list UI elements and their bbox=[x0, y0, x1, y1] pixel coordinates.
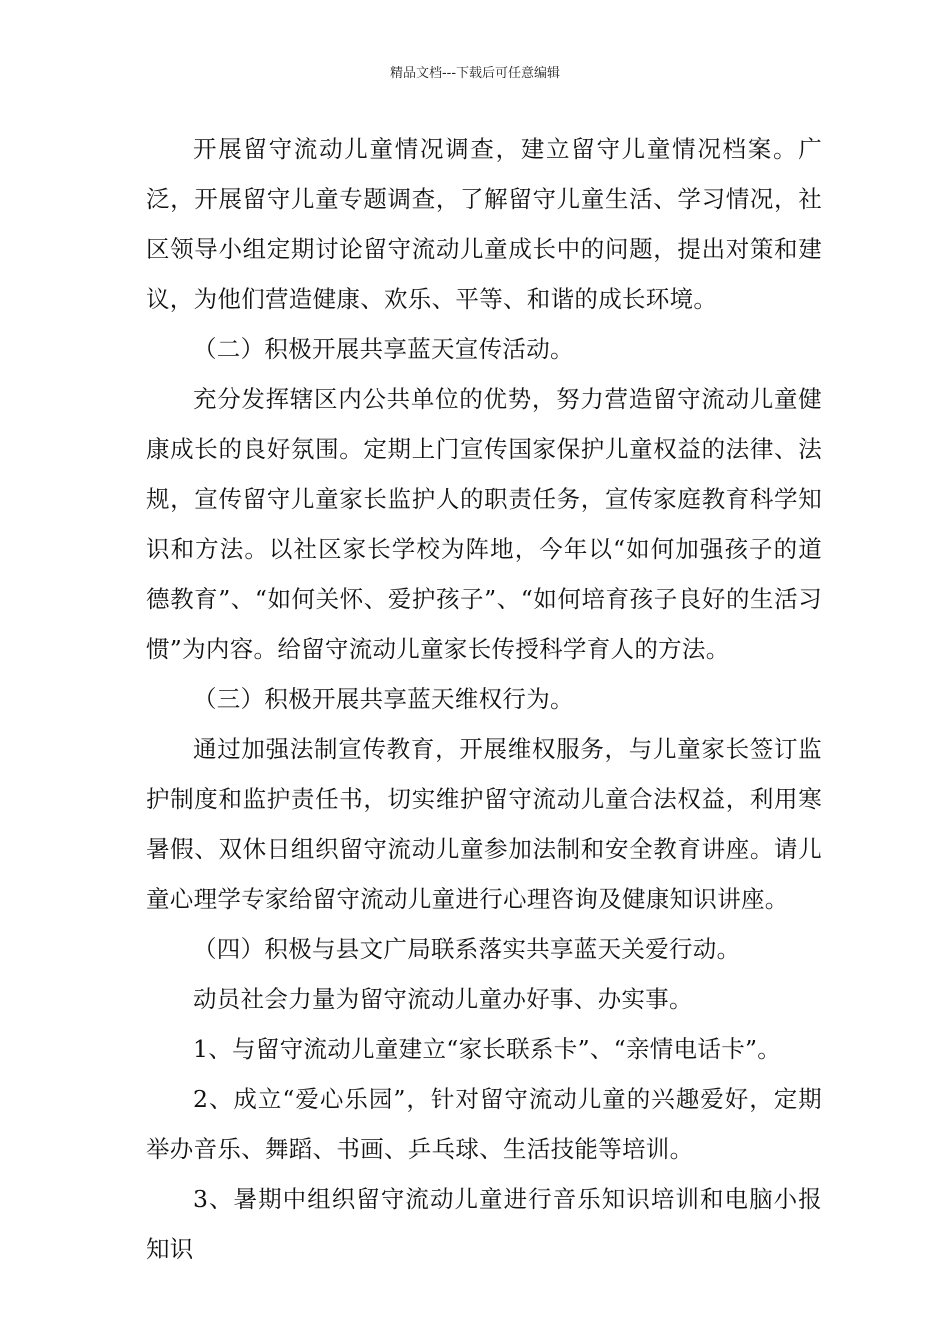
paragraph-2-heading: （二）积极开展共享蓝天宣传活动。 bbox=[193, 335, 574, 363]
list-item-3: 3、暑期中组织留守流动儿童进行音乐知识培训和电脑小报知识 bbox=[146, 1185, 822, 1263]
paragraph-1: 开展留守流动儿童情况调查，建立留守儿童情况档案。广泛，开展留守儿童专题调查，了解留守儿童生活、学习情况，社区领导小组定期讨论留守流动儿童成长中的问题，提出对策和建议，为他们营造健康、欢乐、平等、和谐的成长环境。 bbox=[146, 135, 822, 313]
list-item-2: 2、成立“爱心乐园”，针对留守流动儿童的兴趣爱好，定期举办音乐、舞蹈、书画、乒乓球、生活技能等培训。 bbox=[146, 1085, 822, 1163]
document-body bbox=[146, 124, 822, 1274]
list-item-1: 1、与留守流动儿童建立“家长联系卡”、“亲情电话卡”。 bbox=[193, 1035, 782, 1063]
paragraph-5: 通过加强法制宣传教育，开展维权服务，与儿童家长签订监护制度和监护责任书，切实维护留守流动儿童合法权益，利用寒暑假、双休日组织留守流动儿童参加法制和安全教育讲座。请儿童心理学专家给留守流动儿童进行心理咨询及健康知识讲座。 bbox=[146, 735, 822, 913]
page-header-note: 精品文档---下载后可任意编辑 bbox=[389, 66, 561, 81]
paragraph-7: 动员社会力量为留守流动儿童办好事、办实事。 bbox=[193, 985, 693, 1013]
paragraph-3: 充分发挥辖区内公共单位的优势，努力营造留守流动儿童健康成长的良好氛围。定期上门宣传国家保护儿童权益的法律、法规，宣传留守儿童家长监护人的职责任务，宣传家庭教育科学知识和方法。以社区家长学校为阵地，今年以“如何加强孩子的道德教育”、“如何关怀、爱护孩子”、“如何培育孩子良好的生活习惯”为内容。给留守流动儿童家长传授科学育人的方法。 bbox=[146, 385, 822, 663]
paragraph-6-heading: （四）积极与县文广局联系落实共享蓝天关爱行动。 bbox=[193, 935, 741, 963]
paragraph-4-heading: （三）积极开展共享蓝天维权行为。 bbox=[193, 685, 574, 713]
